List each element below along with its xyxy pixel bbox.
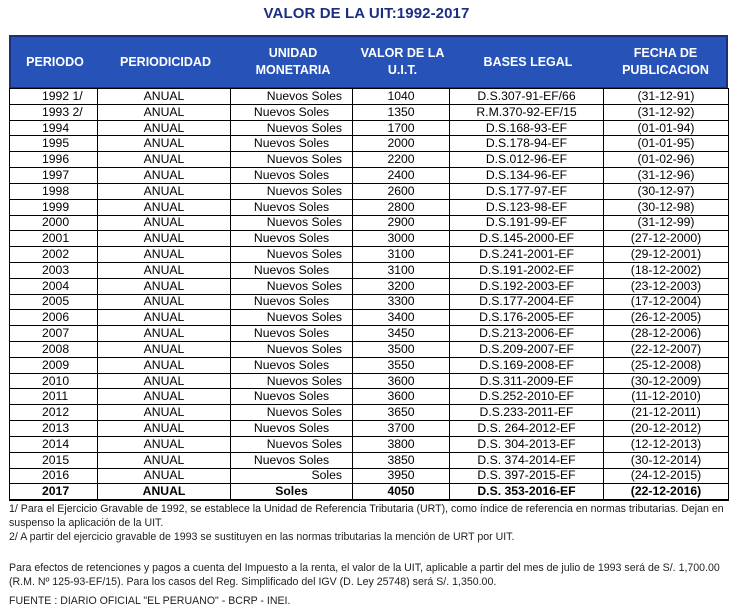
cell-base-legal: D.S. 374-2014-EF	[450, 452, 604, 468]
cell-unidad: Nuevos Soles	[231, 294, 353, 310]
table-header	[9, 35, 728, 89]
cell-fecha: (31-12-92)	[604, 104, 729, 120]
cell-periodicidad: ANUAL	[98, 262, 231, 278]
table-row	[10, 152, 729, 168]
cell-periodo: 1994	[10, 120, 98, 136]
cell-fecha: (21-12-2011)	[604, 405, 729, 421]
cell-valor: 3000	[353, 231, 450, 247]
cell-periodicidad: ANUAL	[98, 278, 231, 294]
cell-unidad: Nuevos Soles	[231, 152, 353, 168]
cell-base-legal: D.S.168-93-EF	[450, 120, 604, 136]
cell-periodicidad: ANUAL	[98, 136, 231, 152]
cell-fecha: (31-12-96)	[604, 168, 729, 184]
cell-base-legal: D.S.307-91-EF/66	[450, 89, 604, 105]
note-retenciones: Para efectos de retenciones y pagos a cuenta del Impuesto a la renta, el valor de la UIT, aplicable a partir del mes de julio de 1993 será de S/. 1,700.00 (R.M. Nº 125-93-EF/15). Para los casos del Reg. Simplificado del IGV (D. Ley 25748) será S/. 1,350.00.	[9, 562, 720, 588]
cell-periodo: 2015	[10, 452, 98, 468]
cell-base-legal: D.S. 353-2016-EF	[450, 484, 604, 500]
cell-valor: 2800	[353, 199, 450, 215]
cell-unidad: Nuevos Soles	[231, 215, 353, 231]
cell-valor: 4050	[353, 484, 450, 500]
cell-unidad: Nuevos Soles	[231, 136, 353, 152]
table-row	[10, 357, 729, 373]
header-valor-line1: VALOR DE LA	[360, 46, 445, 60]
cell-periodo: 2013	[10, 421, 98, 437]
cell-valor: 2900	[353, 215, 450, 231]
table-row	[10, 215, 729, 231]
cell-valor: 3950	[353, 468, 450, 484]
cell-base-legal: D.S.123-98-EF	[450, 199, 604, 215]
cell-unidad: Nuevos Soles	[231, 199, 353, 215]
cell-periodo: 2014	[10, 436, 98, 452]
cell-periodo: 2000	[10, 215, 98, 231]
cell-valor: 3300	[353, 294, 450, 310]
cell-periodo: 1995	[10, 136, 98, 152]
header-fecha-publicacion	[605, 37, 726, 87]
cell-periodo: 1992 1/	[10, 89, 98, 105]
cell-unidad: Nuevos Soles	[231, 168, 353, 184]
header-unidad-line1: UNIDAD	[268, 46, 318, 60]
cell-periodicidad: ANUAL	[98, 326, 231, 342]
cell-unidad: Nuevos Soles	[231, 310, 353, 326]
table-row	[10, 168, 729, 184]
cell-unidad: Nuevos Soles	[231, 452, 353, 468]
cell-valor: 1040	[353, 89, 450, 105]
cell-fecha: (01-01-95)	[604, 136, 729, 152]
cell-periodo: 1998	[10, 183, 98, 199]
cell-fecha: (24-12-2015)	[604, 468, 729, 484]
cell-periodo: 2008	[10, 342, 98, 358]
page-title: VALOR DE LA UIT:1992-2017	[263, 5, 470, 22]
cell-fecha: (26-12-2005)	[604, 310, 729, 326]
cell-fecha: (30-12-97)	[604, 183, 729, 199]
table-row	[10, 89, 729, 105]
cell-base-legal: D.S.178-94-EF	[450, 136, 604, 152]
cell-fecha: (30-12-2014)	[604, 452, 729, 468]
cell-periodicidad: ANUAL	[98, 89, 231, 105]
cell-fecha: (22-12-2016)	[604, 484, 729, 500]
header-periodo: PERIODO	[26, 54, 84, 69]
cell-base-legal: D.S.209-2007-EF	[450, 342, 604, 358]
cell-base-legal: D.S.145-2000-EF	[450, 231, 604, 247]
note-1: 1/ Para el Ejercicio Gravable de 1992, se establece la Unidad de Referencia Tributaria (URT), como índice de referencia en normas tributarias. Dejan en suspenso la aplicación de la UIT.	[9, 503, 724, 529]
cell-fecha: (31-12-99)	[604, 215, 729, 231]
cell-base-legal: D.S. 304-2013-EF	[450, 436, 604, 452]
cell-base-legal: D.S.176-2005-EF	[450, 310, 604, 326]
cell-valor: 1350	[353, 104, 450, 120]
cell-periodo: 1997	[10, 168, 98, 184]
cell-fecha: (25-12-2008)	[604, 357, 729, 373]
cell-unidad: Nuevos Soles	[231, 89, 353, 105]
cell-unidad: Nuevos Soles	[231, 120, 353, 136]
cell-periodicidad: ANUAL	[98, 452, 231, 468]
cell-valor: 3100	[353, 262, 450, 278]
table-row	[10, 262, 729, 278]
cell-periodicidad: ANUAL	[98, 104, 231, 120]
header-valor-line2: U.I.T.	[387, 63, 418, 77]
cell-base-legal: D.S.252-2010-EF	[450, 389, 604, 405]
cell-fecha: (23-12-2003)	[604, 278, 729, 294]
cell-periodicidad: ANUAL	[98, 199, 231, 215]
cell-fecha: (18-12-2002)	[604, 262, 729, 278]
cell-valor: 2400	[353, 168, 450, 184]
cell-periodo: 2011	[10, 389, 98, 405]
cell-valor: 3850	[353, 452, 450, 468]
header-unidad-monetaria	[232, 37, 354, 87]
table-row	[10, 120, 729, 136]
cell-periodo: 2016	[10, 468, 98, 484]
cell-valor: 3600	[353, 373, 450, 389]
table-row	[10, 468, 729, 484]
cell-fecha: (29-12-2001)	[604, 247, 729, 263]
table-row	[10, 436, 729, 452]
cell-valor: 2200	[353, 152, 450, 168]
source-note: FUENTE : DIARIO OFICIAL "EL PERUANO" - BCRP - INEI.	[9, 595, 291, 607]
table-row	[10, 452, 729, 468]
cell-unidad: Nuevos Soles	[231, 278, 353, 294]
cell-unidad: Nuevos Soles	[231, 326, 353, 342]
table-row	[10, 342, 729, 358]
cell-valor: 3650	[353, 405, 450, 421]
cell-valor: 3450	[353, 326, 450, 342]
cell-unidad: Soles	[231, 484, 353, 500]
cell-base-legal: R.M.370-92-EF/15	[450, 104, 604, 120]
cell-fecha: (12-12-2013)	[604, 436, 729, 452]
cell-valor: 2000	[353, 136, 450, 152]
cell-periodo: 2005	[10, 294, 98, 310]
cell-fecha: (17-12-2004)	[604, 294, 729, 310]
cell-periodo: 2009	[10, 357, 98, 373]
cell-base-legal: D.S.191-2002-EF	[450, 262, 604, 278]
cell-periodicidad: ANUAL	[98, 436, 231, 452]
cell-periodicidad: ANUAL	[98, 231, 231, 247]
header-bases-legal: BASES LEGAL	[483, 54, 573, 69]
cell-unidad: Nuevos Soles	[231, 342, 353, 358]
header-valor-uit	[354, 37, 451, 87]
cell-periodicidad: ANUAL	[98, 468, 231, 484]
table-row	[10, 484, 729, 500]
cell-fecha: (30-12-98)	[604, 199, 729, 215]
cell-periodo: 2006	[10, 310, 98, 326]
cell-periodo: 1996	[10, 152, 98, 168]
cell-unidad: Nuevos Soles	[231, 247, 353, 263]
cell-periodicidad: ANUAL	[98, 342, 231, 358]
cell-base-legal: D.S.134-96-EF	[450, 168, 604, 184]
table-row	[10, 310, 729, 326]
cell-valor: 3200	[353, 278, 450, 294]
table-row	[10, 183, 729, 199]
cell-periodicidad: ANUAL	[98, 215, 231, 231]
cell-periodicidad: ANUAL	[98, 310, 231, 326]
cell-valor: 3600	[353, 389, 450, 405]
cell-periodo: 2010	[10, 373, 98, 389]
cell-valor: 3400	[353, 310, 450, 326]
cell-fecha: (28-12-2006)	[604, 326, 729, 342]
cell-base-legal: D.S.311-2009-EF	[450, 373, 604, 389]
cell-periodo: 1993 2/	[10, 104, 98, 120]
cell-unidad: Nuevos Soles	[231, 104, 353, 120]
cell-base-legal: D.S.233-2011-EF	[450, 405, 604, 421]
cell-fecha: (01-02-96)	[604, 152, 729, 168]
cell-valor: 3550	[353, 357, 450, 373]
cell-unidad: Nuevos Soles	[231, 389, 353, 405]
table-row	[10, 136, 729, 152]
cell-base-legal: D.S.192-2003-EF	[450, 278, 604, 294]
cell-periodicidad: ANUAL	[98, 183, 231, 199]
header-periodicidad: PERIODICIDAD	[120, 54, 211, 69]
cell-periodicidad: ANUAL	[98, 421, 231, 437]
cell-unidad: Nuevos Soles	[231, 262, 353, 278]
cell-valor: 3800	[353, 436, 450, 452]
cell-periodo: 2017	[10, 484, 98, 500]
cell-base-legal: D.S.241-2001-EF	[450, 247, 604, 263]
cell-fecha: (01-01-94)	[604, 120, 729, 136]
cell-periodicidad: ANUAL	[98, 357, 231, 373]
header-fecha-line1: FECHA DE	[633, 46, 698, 60]
cell-base-legal: D.S.012-96-EF	[450, 152, 604, 168]
table-row	[10, 278, 729, 294]
cell-periodicidad: ANUAL	[98, 247, 231, 263]
cell-base-legal: D.S.191-99-EF	[450, 215, 604, 231]
cell-unidad: Soles	[231, 468, 353, 484]
cell-unidad: Nuevos Soles	[231, 373, 353, 389]
cell-base-legal: D.S.169-2008-EF	[450, 357, 604, 373]
cell-base-legal: D.S.177-2004-EF	[450, 294, 604, 310]
cell-fecha: (22-12-2007)	[604, 342, 729, 358]
cell-base-legal: D.S.177-97-EF	[450, 183, 604, 199]
cell-periodo: 2004	[10, 278, 98, 294]
table-row	[10, 421, 729, 437]
cell-periodo: 2012	[10, 405, 98, 421]
cell-periodo: 2007	[10, 326, 98, 342]
cell-fecha: (31-12-91)	[604, 89, 729, 105]
cell-valor: 2600	[353, 183, 450, 199]
cell-base-legal: D.S. 397-2015-EF	[450, 468, 604, 484]
cell-base-legal: D.S.213-2006-EF	[450, 326, 604, 342]
cell-periodicidad: ANUAL	[98, 405, 231, 421]
cell-unidad: Nuevos Soles	[231, 405, 353, 421]
cell-periodicidad: ANUAL	[98, 484, 231, 500]
cell-periodicidad: ANUAL	[98, 120, 231, 136]
table-row	[10, 326, 729, 342]
cell-unidad: Nuevos Soles	[231, 421, 353, 437]
note-2: 2/ A partir del ejercicio gravable de 1993 se sustituyen en las normas tributarias la mención de URT por UIT.	[9, 531, 515, 543]
cell-valor: 1700	[353, 120, 450, 136]
header-fecha-line2: PUBLICACION	[622, 63, 709, 77]
cell-unidad: Nuevos Soles	[231, 436, 353, 452]
cell-fecha: (20-12-2012)	[604, 421, 729, 437]
cell-periodicidad: ANUAL	[98, 294, 231, 310]
cell-unidad: Nuevos Soles	[231, 183, 353, 199]
cell-base-legal: D.S. 264-2012-EF	[450, 421, 604, 437]
cell-fecha: (27-12-2000)	[604, 231, 729, 247]
cell-periodo: 2001	[10, 231, 98, 247]
table-row	[10, 199, 729, 215]
cell-periodicidad: ANUAL	[98, 373, 231, 389]
cell-periodicidad: ANUAL	[98, 168, 231, 184]
table-row	[10, 104, 729, 120]
table-row	[10, 231, 729, 247]
cell-valor: 3500	[353, 342, 450, 358]
table-row	[10, 405, 729, 421]
cell-valor: 3700	[353, 421, 450, 437]
cell-periodo: 2002	[10, 247, 98, 263]
cell-fecha: (30-12-2009)	[604, 373, 729, 389]
table-row	[10, 294, 729, 310]
cell-unidad: Nuevos Soles	[231, 231, 353, 247]
cell-fecha: (11-12-2010)	[604, 389, 729, 405]
cell-unidad: Nuevos Soles	[231, 357, 353, 373]
table-row	[10, 389, 729, 405]
header-unidad-line2: MONETARIA	[255, 63, 331, 77]
cell-valor: 3100	[353, 247, 450, 263]
table-row	[10, 373, 729, 389]
cell-periodicidad: ANUAL	[98, 389, 231, 405]
cell-periodicidad: ANUAL	[98, 152, 231, 168]
table-row	[10, 247, 729, 263]
cell-periodo: 1999	[10, 199, 98, 215]
cell-periodo: 2003	[10, 262, 98, 278]
uit-table	[9, 88, 729, 501]
